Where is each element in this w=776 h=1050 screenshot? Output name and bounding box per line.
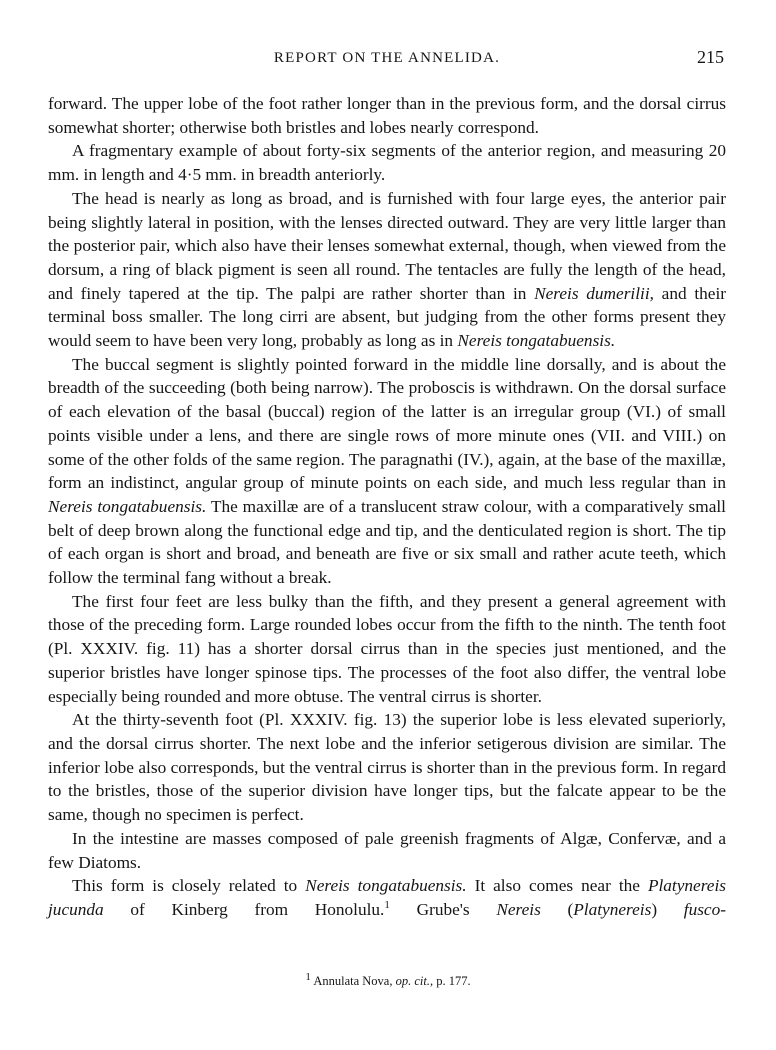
paragraph-7 [48,827,726,874]
paragraph-1 [48,92,726,139]
page-number: 215 [697,47,724,67]
genus-name: Nereis [496,899,541,919]
text-run: The head is nearly as long as broad, and is furnished with four large eyes, the anterior pair being slightly lateral in position, with the lenses directed outward. They are very little larger than the posterior pair, which also have their lenses somewhat external, though, when viewed from the dorsum, a ring of black pigment is seen all round. The tentacles are fully the length of the head, and finely tapered at the tip. The palpi are rather shorter than in [48,188,726,303]
paragraph-2 [48,139,726,186]
genus-name: Platynereis [573,899,652,919]
running-title: REPORT ON THE ANNELIDA. [273,50,501,66]
footnote-number: 1 [305,970,311,983]
paragraph-6 [48,708,726,827]
text-run: The maxillæ are of a translucent straw colour, with a comparatively small belt of deep brown along the functional edge and tip, and the denticulated region is short. The tip of each organ is short and broad, and beneath are five or six small and rather acute teeth, which follow the terminal fang without a break. [48,496,726,588]
paragraph-4 [48,353,726,590]
text-run: The first four feet are less bulky than the fifth, and they present a general agreement with those of the preceding form. Large rounded lobes occur from the fifth to the ninth. The tenth foot (Pl. XXXIV. fig. 11) has a shorter dorsal cirrus than in the species just mentioned, and the superior bristles have longer spinose tips. The processes of the foot also differ, the ventral lobe especially being rounded and more obtuse. The ventral cirrus is shorter. [48,591,726,706]
text-run: This form is closely related to [72,876,306,896]
species-name: Nereis dumerilii, [534,283,654,303]
text-run: In the intestine are masses composed of pale greenish fragments of Algæ, Confervæ, and a few Diatoms. [48,828,726,872]
footnote-text: Annulata Nova, [310,974,396,988]
species-name: Nereis tongatabuensis. [48,496,207,516]
body-text [48,92,726,922]
text-run: A fragmentary example of about forty-six segments of the anterior region, and measuring 20 mm. in length and 4·5 mm. in breadth anteriorly. [48,141,726,185]
text-run: It also comes near the [466,876,648,896]
footnote [0,970,776,989]
text-run: of Kinberg from Honolulu. [103,899,385,919]
species-name: Nereis tongatabuensis. [457,331,616,351]
text-run: The buccal segment is slightly pointed forward in the middle line dorsally, and is about the breadth of the succeeding (both being narrow). The proboscis is withdrawn. On the dorsal surface of each elevation of the basal (buccal) region of the latter is an irregular group (VI.) of small points visible under a lens, and there are single rows of more minute ones (VII. and VIII.) on some of the other folds of the same region. The paragnathi (IV.), again, at the base of the maxillæ, form an indistinct, angular group of minute points on each side, and much less regular than in [48,354,726,493]
species-name: fusco- [683,899,726,919]
paragraph-8 [48,874,726,921]
running-header [48,44,726,72]
species-name: Platynereis jucunda [48,876,726,919]
text-run: Grube's [389,899,497,919]
species-name: Nereis tongatabuensis. [305,876,467,896]
text-run: At the thirty-seventh foot (Pl. XXXIV. fig. 13) the superior lobe is less elevated superiorly, and the dorsal cirrus shorter. The next lobe and the inferior setigerous division are similar. The inferior lobe also corresponds, but the ventral cirrus is shorter than in the previous form. In regard to the bristles, those of the superior division have longer tips, but the falcate appear to be the same, though no specimen is perfect. [48,710,726,825]
paragraph-3 [48,187,726,353]
text-run: and their terminal boss smaller. The long cirri are absent, but judging from the other forms present they would seem to have been very long, probably as long as in [48,283,726,351]
footnote-citation: op. cit., [395,974,434,988]
footnote-marker: 1 [384,899,390,912]
footnote-page: p. 177. [433,974,471,988]
text-run: ) [651,899,684,919]
text-run: ( [540,899,574,919]
text-run: forward. The upper lobe of the foot rather longer than in the previous form, and the dorsal cirrus somewhat shorter; otherwise both bristles and lobes nearly correspond. [48,94,726,137]
paragraph-5 [48,590,726,709]
